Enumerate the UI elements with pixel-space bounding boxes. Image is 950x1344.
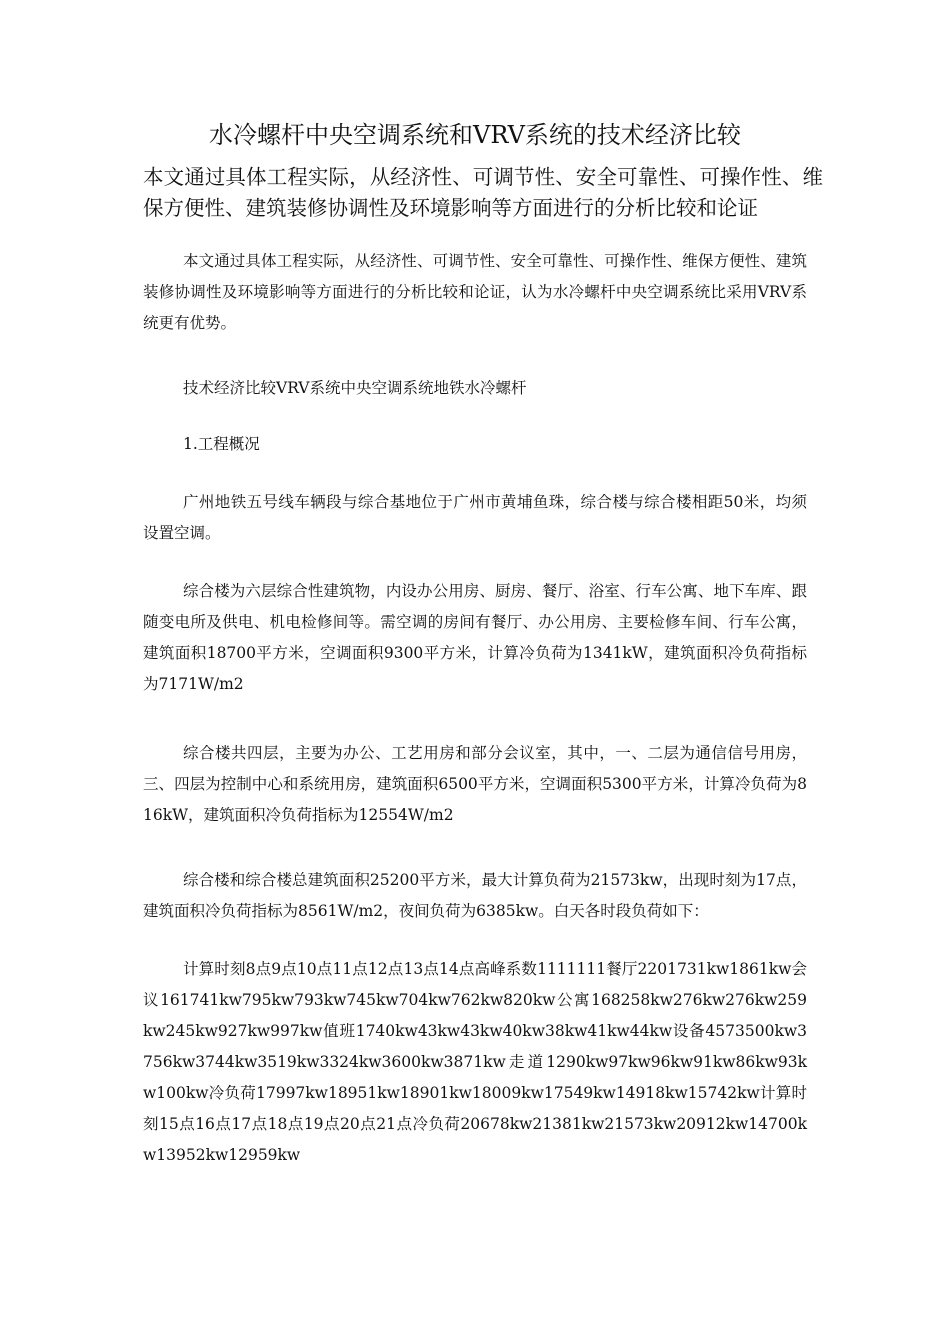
body-paragraph: 综合楼共四层，主要为办公、工艺用房和部分会议室，其中，一、二层为通信信号用房，三、四层为控制中心和系统用房，建筑面积6500平方米，空调面积5300平方米，计算冷负荷为816kW，建筑面积冷负荷指标为12554W/m2 [143,744,807,824]
keywords-paragraph: 技术经济比较VRV系统中央空调系统地铁水冷螺杆 [183,379,527,397]
document-title: 水冷螺杆中央空调系统和VRV系统的技术经济比较 [209,121,741,149]
load-table-text: 计算时刻8点9点10点11点12点13点14点高峰系数1111111餐厅2201731kw1861kw会议161741kw795kw793kw745kw704kw762kw820kw公寓168258kw276kw276kw259kw245kw927kw997kw值班1740kw43kw43kw40kw38kw41kw44kw设备4573500kw3756kw3744kw3519kw3324kw3600kw3871kw走道1290kw97kw96kw91kw86kw93kw100kw冷负荷17997kw18951kw18901kw18009kw17549kw14918kw15742kw计算时刻15点16点17点18点19点20点21点冷负荷20678kw21381kw21573kw20912kw14700kw13952kw12959kw [143,960,807,1164]
body-paragraph: 综合楼和综合楼总建筑面积25200平方米，最大计算负荷为21573kw，出现时刻为17点，建筑面积冷负荷指标为8561W/m2，夜间负荷为6385kw。白天各时段负荷如下： [143,871,807,920]
body-paragraph: 广州地铁五号线车辆段与综合基地位于广州市黄埔鱼珠，综合楼与综合楼相距50米，均须设置空调。 [143,493,807,542]
document-subtitle: 本文通过具体工程实际，从经济性、可调节性、安全可靠性、可操作性、维保方便性、建筑装修协调性及环境影响等方面进行的分析比较和论证 [143,165,823,220]
body-paragraph: 综合楼为六层综合性建筑物，内设办公用房、厨房、餐厅、浴室、行车公寓、地下车库、跟随变电所及供电、机电检修间等。需空调的房间有餐厅、办公用房、主要检修车间、行车公寓，建筑面积18700平方米，空调面积9300平方米，计算冷负荷为1341kW，建筑面积冷负荷指标为7171W/m2 [143,582,807,693]
abstract-paragraph: 本文通过具体工程实际，从经济性、可调节性、安全可靠性、可操作性、维保方便性、建筑装修协调性及环境影响等方面进行的分析比较和论证，认为水冷螺杆中央空调系统比采用VRV系统更有优势。 [143,252,807,332]
section-heading: 1.工程概况 [183,435,260,453]
